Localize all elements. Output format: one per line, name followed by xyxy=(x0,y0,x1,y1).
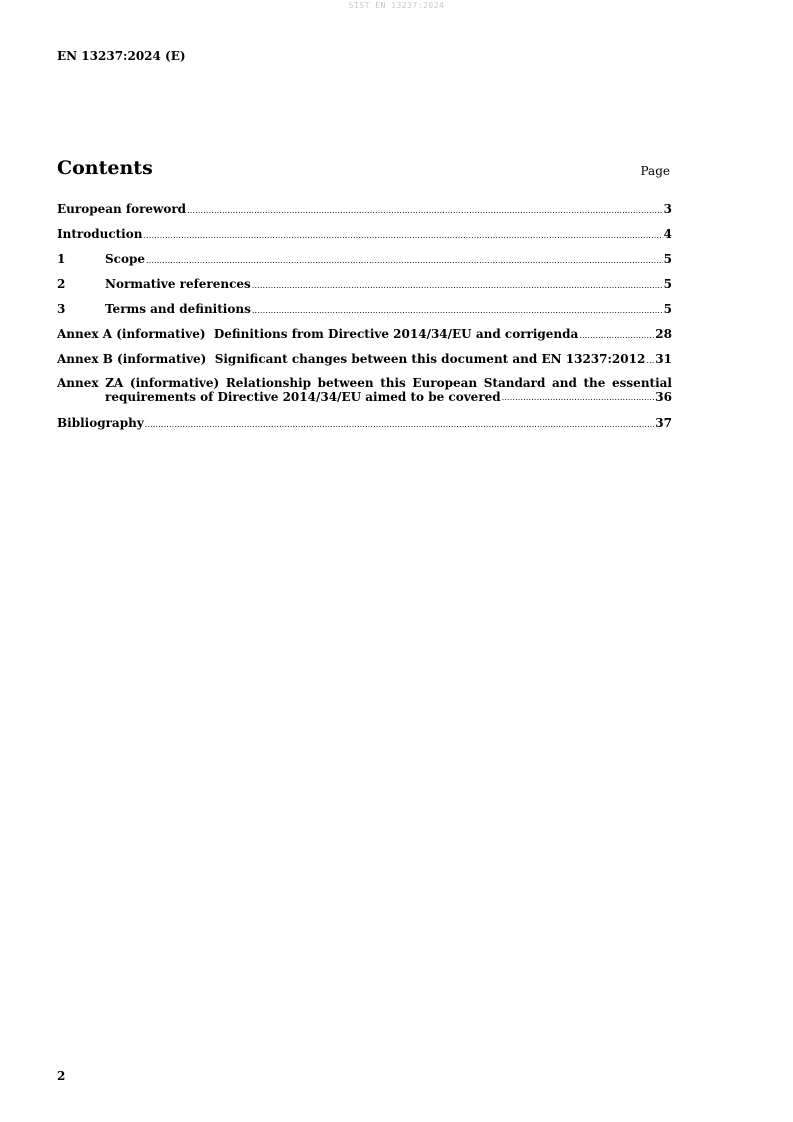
toc-entry-number: 1 xyxy=(57,252,66,266)
toc-entry-page: 3 xyxy=(663,202,672,216)
toc-entry-title: Scope xyxy=(105,252,146,266)
page-column-label: Page xyxy=(640,164,670,178)
toc-entry-title: European foreword xyxy=(57,202,187,216)
toc-word: ZA xyxy=(105,376,124,390)
toc-entry-scope[interactable] xyxy=(57,251,672,267)
table-of-contents xyxy=(57,201,672,440)
toc-entry-page: 36 xyxy=(655,390,672,404)
toc-entry-page: 37 xyxy=(655,416,672,430)
toc-entry-page: 4 xyxy=(663,227,672,241)
toc-entry-title-line1 xyxy=(57,376,672,390)
toc-entry-title: Introduction xyxy=(57,227,143,241)
document-id-header: EN 13237:2024 (E) xyxy=(57,49,186,63)
toc-entry-normative-references[interactable] xyxy=(57,276,672,292)
toc-entry-title-line2 xyxy=(57,390,672,404)
toc-leader-dots xyxy=(146,255,663,267)
toc-entry-page: 5 xyxy=(663,302,672,316)
toc-entry-annex-za[interactable] xyxy=(57,376,672,404)
watermark: SIST EN 13237:2024 xyxy=(348,1,445,10)
toc-entry-title: Annex B (informative) Significant changes between this document and EN 13237:2012 xyxy=(57,352,646,366)
toc-entry-number: 2 xyxy=(57,277,66,291)
toc-leader-dots xyxy=(579,330,654,342)
toc-leader-dots xyxy=(252,305,663,317)
toc-word: the xyxy=(583,376,606,390)
toc-entry-title: Normative references xyxy=(105,277,251,291)
toc-word: and xyxy=(551,376,577,390)
toc-entry-page: 31 xyxy=(655,352,672,366)
toc-leader-dots xyxy=(145,419,655,431)
toc-entry-title: Bibliography xyxy=(57,416,144,430)
toc-leader-dots xyxy=(646,355,654,367)
toc-word: Relationship xyxy=(225,376,312,390)
toc-leader-dots xyxy=(252,280,663,292)
toc-word: between xyxy=(317,376,374,390)
contents-heading-row xyxy=(57,157,672,183)
toc-word: essential xyxy=(612,376,672,390)
toc-entry-title: Annex A (informative) Definitions from Directive 2014/34/EU and corrigenda xyxy=(57,327,579,341)
toc-leader-dots xyxy=(502,392,655,404)
toc-leader-dots xyxy=(143,230,662,242)
toc-entry-annex-b[interactable] xyxy=(57,351,672,367)
toc-entry-page: 5 xyxy=(663,252,672,266)
toc-word: European xyxy=(412,376,478,390)
toc-word: (informative) xyxy=(129,376,220,390)
toc-leader-dots xyxy=(187,205,663,217)
toc-entry-page: 5 xyxy=(663,277,672,291)
toc-entry-terms-and-definitions[interactable] xyxy=(57,301,672,317)
toc-entry-annex-a[interactable] xyxy=(57,326,672,342)
toc-entry-introduction[interactable] xyxy=(57,226,672,242)
contents-title: Contents xyxy=(57,157,153,179)
toc-entry-number: 3 xyxy=(57,302,66,316)
toc-entry-european-foreword[interactable] xyxy=(57,201,672,217)
toc-word: Annex xyxy=(57,376,99,390)
toc-entry-page: 28 xyxy=(655,327,672,341)
toc-word: this xyxy=(380,376,406,390)
toc-entry-title-continuation: requirements of Directive 2014/34/EU aimed to be covered xyxy=(105,390,501,404)
toc-entry-title: Terms and definitions xyxy=(105,302,251,316)
toc-entry-bibliography[interactable] xyxy=(57,415,672,431)
footer-page-number: 2 xyxy=(57,1069,66,1083)
toc-word: Standard xyxy=(483,376,546,390)
